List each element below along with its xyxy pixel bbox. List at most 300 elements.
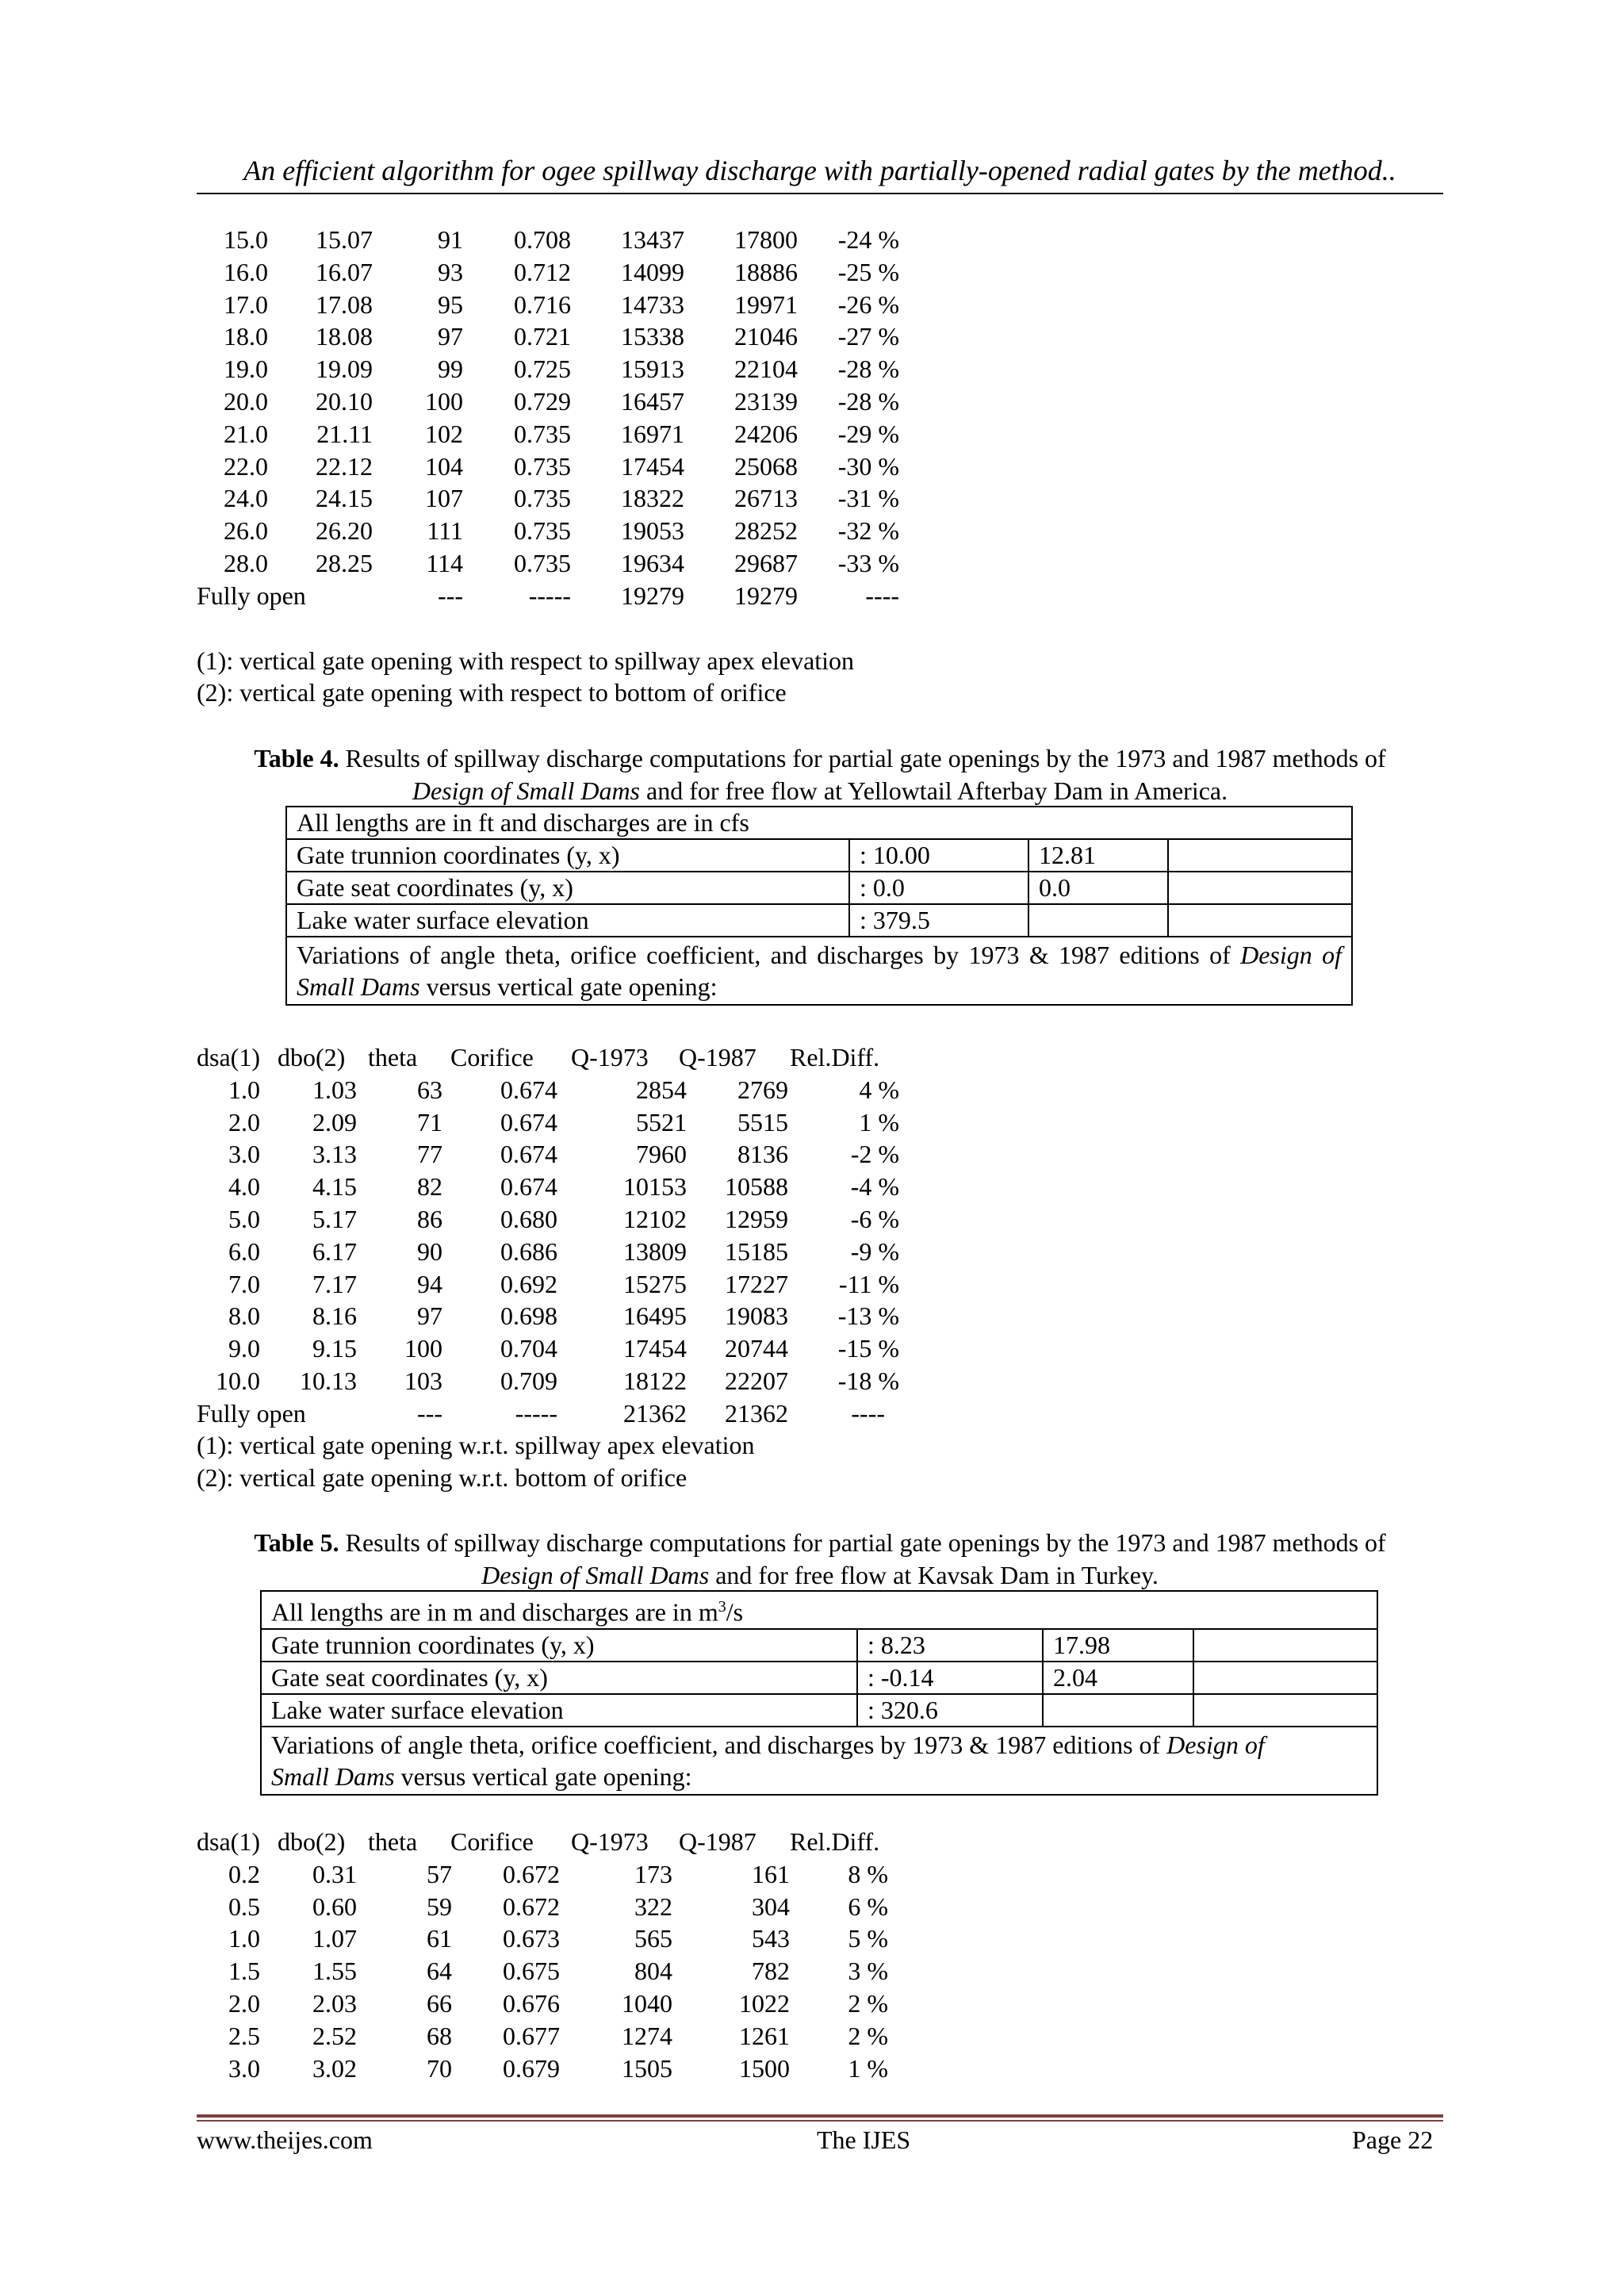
table-cell: 21046 [734, 322, 798, 351]
table-cell: 2854 [636, 1075, 687, 1104]
table5-lake-value: : 320.6 [857, 1694, 1043, 1727]
table5-seat-y: : -0.14 [857, 1662, 1043, 1694]
table-cell: 0.735 [514, 516, 571, 546]
table4-variations-italic: Design of Small Dams [297, 941, 1342, 1001]
table4-data [197, 1041, 910, 1430]
column-header: dsa(1) [197, 1827, 260, 1856]
table-cell: 59 [427, 1892, 452, 1921]
table4-lake-empty2 [1168, 904, 1352, 937]
table-cell: -13 % [837, 1301, 899, 1331]
table-cell: --- [417, 1398, 442, 1428]
table4-seat-x: 0.0 [1028, 872, 1168, 904]
table-cell: -18 % [837, 1366, 899, 1395]
table-cell: 3.0 [228, 2053, 260, 2083]
table-cell: -6 % [850, 1204, 899, 1233]
table-cell: 22.0 [224, 451, 268, 481]
table5-units-post: /s [726, 1597, 744, 1627]
table-cell: 0.2 [228, 1859, 260, 1888]
table-cell: 22207 [725, 1366, 788, 1395]
table-cell: ----- [528, 581, 571, 610]
footer-rule-thin [197, 2120, 1443, 2122]
table5-lake-label: Lake water surface elevation [261, 1694, 857, 1727]
table-row [197, 547, 910, 580]
table5-trunnion-y: : 8.23 [857, 1629, 1043, 1662]
table4-caption-text1: Results of spillway discharge computations for partial gate openings by the 1973 and 1987 methods of [339, 744, 1386, 772]
table-cell: 9.0 [228, 1334, 260, 1363]
table-row [197, 320, 910, 353]
table-cell: 114 [426, 548, 463, 577]
table-cell: ---- [851, 1398, 885, 1428]
table-cell: --- [438, 581, 463, 610]
table5-units-pre: All lengths are in m and discharges are in m [271, 1597, 718, 1627]
table-cell: 0.672 [503, 1859, 560, 1888]
table-cell: 1.0 [228, 1075, 260, 1104]
table-cell: 322 [634, 1892, 672, 1921]
table5-trunnion-label: Gate trunnion coordinates (y, x) [261, 1629, 857, 1662]
table-cell: 97 [417, 1301, 442, 1331]
table4-caption-label: Table 4. [254, 744, 339, 772]
table-cell: 61 [427, 1924, 452, 1953]
table-cell: 82 [417, 1172, 442, 1202]
table-cell: 22104 [734, 355, 798, 384]
table-cell: 18.08 [316, 322, 373, 351]
table-cell: 16971 [621, 419, 684, 448]
table-cell: 19.0 [224, 355, 268, 384]
table-cell: 19.09 [316, 355, 373, 384]
table-cell: 0.677 [503, 2021, 560, 2050]
table5-caption-label: Table 5. [254, 1528, 339, 1557]
table-row [197, 1236, 910, 1268]
table-cell: 0.680 [500, 1204, 557, 1233]
table-cell: 0.735 [514, 548, 571, 577]
table4-caption [197, 742, 1443, 807]
table-cell: 13437 [621, 225, 684, 254]
table-cell: 4 % [859, 1075, 899, 1104]
table-row [197, 1300, 910, 1332]
table-row [197, 2053, 910, 2085]
table-cell: 0.60 [312, 1892, 357, 1921]
table-cell: 15275 [623, 1269, 687, 1298]
table-cell: 5.17 [312, 1204, 357, 1233]
column-header-row [197, 1041, 910, 1074]
table-cell: 97 [438, 322, 463, 351]
table-cell: 1500 [739, 2053, 790, 2083]
table-cell: 24.15 [316, 484, 373, 513]
table-cell: 23139 [734, 386, 798, 416]
table-row [197, 1074, 910, 1106]
table5-variations-text1: Variations of angle theta, orifice coefficient, and discharges by 1973 & 1987 editions of [271, 1730, 1167, 1759]
column-header: Rel.Diff. [790, 1827, 880, 1856]
table-cell: 0.31 [312, 1859, 357, 1888]
footer-journal: The IJES [817, 2125, 911, 2154]
column-header: Q-1973 [571, 1043, 649, 1071]
table4-variations-text2: versus vertical gate opening: [419, 972, 718, 1001]
table-cell: 10153 [623, 1172, 687, 1202]
table4-note-1: (1): vertical gate opening w.r.t. spillway apex elevation [197, 1431, 755, 1459]
table-cell: 5515 [737, 1107, 788, 1137]
table-cell: 6 % [848, 1892, 888, 1921]
table-cell: 20744 [725, 1334, 788, 1363]
table-cell: 1505 [622, 2053, 672, 2083]
column-header: Q-1987 [679, 1827, 756, 1856]
fully-open-row [197, 1397, 910, 1430]
table-cell: 25068 [734, 451, 798, 481]
table4-note-2: (2): vertical gate opening w.r.t. bottom of orifice [197, 1463, 688, 1492]
table-cell: -30 % [837, 451, 899, 481]
table5-units [261, 1591, 1377, 1629]
table-cell: -11 % [838, 1269, 899, 1298]
table-cell: -4 % [850, 1172, 899, 1202]
table-cell: 28.0 [224, 548, 268, 577]
table-cell: 0.686 [500, 1236, 557, 1266]
table-cell: 16495 [623, 1301, 687, 1331]
table-cell: 7.0 [228, 1269, 260, 1298]
table-cell: -32 % [837, 516, 899, 546]
table-cell: -15 % [837, 1334, 899, 1363]
table-cell: 0.716 [514, 289, 571, 319]
table4-trunnion-y: : 10.00 [849, 839, 1028, 872]
table5-caption-text2: and for free flow at Kavsak Dam in Turkey. [709, 1561, 1159, 1589]
table-row [197, 1171, 910, 1203]
table4-trunnion-label: Gate trunnion coordinates (y, x) [286, 839, 849, 872]
table-cell: 7960 [636, 1140, 687, 1169]
table-cell: 21.11 [316, 419, 373, 448]
table-cell: 29687 [734, 548, 798, 577]
table5-caption [197, 1527, 1443, 1592]
table5-variations [261, 1727, 1377, 1795]
table-cell: 19279 [734, 581, 798, 610]
running-header: An efficient algorithm for ogee spillway discharge with partially-opened radial gates by the method.. [243, 155, 1396, 186]
table-cell: 6.0 [228, 1236, 260, 1266]
table-cell: 7.17 [312, 1269, 357, 1298]
table-cell: 15913 [621, 355, 684, 384]
table-cell: 3.13 [312, 1140, 357, 1169]
table4-caption-italic: Design of Small Dams [412, 776, 640, 805]
table-cell: 70 [427, 2053, 452, 2083]
table-row [197, 1203, 910, 1236]
table-row [197, 224, 910, 256]
table5-lake-empty2 [1193, 1694, 1377, 1727]
table3-note-1: (1): vertical gate opening with respect to spillway apex elevation [197, 646, 855, 675]
table-cell: 0.675 [503, 1957, 560, 1986]
table5-units-sup: 3 [718, 1598, 726, 1616]
table-cell: 12102 [623, 1204, 687, 1233]
table4-variations [286, 937, 1352, 1005]
column-header: Rel.Diff. [790, 1043, 880, 1071]
table5-seat-x: 2.04 [1043, 1662, 1193, 1694]
table-cell: 15338 [621, 322, 684, 351]
table-cell: 2.09 [312, 1107, 357, 1137]
table-cell: 0.672 [503, 1892, 560, 1921]
table-row [197, 515, 910, 547]
table-cell: 9.15 [312, 1334, 357, 1363]
table4-caption-text2: and for free flow at Yellowtail Afterbay Dam in America. [640, 776, 1228, 805]
table5-variations-italic1: Design of [1166, 1730, 1265, 1759]
table4-lake-empty1 [1028, 904, 1168, 937]
table-cell: 565 [634, 1924, 672, 1953]
table-cell: 86 [417, 1204, 442, 1233]
table-cell: 0.692 [500, 1269, 557, 1298]
table-cell: 1274 [622, 2021, 672, 2050]
table-cell: 19971 [734, 289, 798, 319]
table-cell: 0.735 [514, 419, 571, 448]
table-cell: 20.10 [316, 386, 373, 416]
table-cell: 0.674 [500, 1107, 557, 1137]
table-cell: 2.52 [312, 2021, 357, 2050]
table-cell: 15.0 [224, 225, 268, 254]
table-cell: 21362 [725, 1398, 788, 1428]
table-cell: -9 % [850, 1236, 899, 1266]
table-cell: 1.07 [312, 1924, 357, 1953]
table-cell: 1.5 [228, 1957, 260, 1986]
table-row [197, 1365, 910, 1397]
table4-variations-text1: Variations of angle theta, orifice coefficient, and discharges by 1973 & 1987 editions of [297, 941, 1241, 969]
table-cell: 173 [634, 1859, 672, 1888]
fully-open-label: Fully open [197, 1398, 306, 1428]
table5-info-box [260, 1590, 1378, 1796]
table-cell: 15.07 [316, 225, 373, 254]
table-cell: ---- [865, 581, 899, 610]
table-cell: 2769 [737, 1075, 788, 1104]
table-cell: 102 [425, 419, 463, 448]
table-cell: 0.725 [514, 355, 571, 384]
column-header: dbo(2) [278, 1043, 346, 1071]
table-cell: 63 [417, 1075, 442, 1104]
table-cell: 0.674 [500, 1075, 557, 1104]
table-cell: 19083 [725, 1301, 788, 1331]
table-cell: 17454 [623, 1334, 687, 1363]
fully-open-label: Fully open [197, 581, 306, 610]
table5-lake-empty1 [1043, 1694, 1193, 1727]
table-cell: 543 [752, 1924, 790, 1953]
table4-trunnion-x: 12.81 [1028, 839, 1168, 872]
table4-lake-label: Lake water surface elevation [286, 904, 849, 937]
table-cell: 10588 [725, 1172, 788, 1202]
table-cell: 2.0 [228, 1988, 260, 2018]
table-cell: 6.17 [312, 1236, 357, 1266]
table-cell: -29 % [837, 419, 899, 448]
table-row [197, 1955, 910, 1987]
table-cell: 94 [417, 1269, 442, 1298]
table-cell: 16457 [621, 386, 684, 416]
table-cell: 93 [438, 257, 463, 286]
table3-continued-data [197, 224, 910, 612]
table-row [197, 418, 910, 450]
column-header: dsa(1) [197, 1043, 260, 1071]
header-rule [197, 193, 1443, 194]
table-cell: -2 % [850, 1140, 899, 1169]
table5-seat-label: Gate seat coordinates (y, x) [261, 1662, 857, 1694]
table-cell: 0.709 [500, 1366, 557, 1395]
table-cell: 5521 [636, 1107, 687, 1137]
table-cell: 0.673 [503, 1924, 560, 1953]
table-cell: 90 [417, 1236, 442, 1266]
table-cell: 8.0 [228, 1301, 260, 1331]
column-header: dbo(2) [278, 1827, 346, 1856]
table4-lake-value: : 379.5 [849, 904, 1028, 937]
footer-rule-thick [197, 2114, 1443, 2118]
table-cell: 15185 [725, 1236, 788, 1266]
table-cell: 1.55 [312, 1957, 357, 1986]
table-cell: 26.0 [224, 516, 268, 546]
table-cell: 5.0 [228, 1204, 260, 1233]
table-cell: -25 % [837, 257, 899, 286]
table-cell: -28 % [837, 355, 899, 384]
table-cell: 17454 [621, 451, 684, 481]
table-cell: 1261 [739, 2021, 790, 2050]
table-cell: 782 [752, 1957, 790, 1986]
table-cell: 0.712 [514, 257, 571, 286]
table-cell: 95 [438, 289, 463, 319]
table-cell: 21362 [623, 1398, 687, 1428]
table-cell: 2 % [848, 1988, 888, 2018]
table-cell: 77 [417, 1140, 442, 1169]
table5-caption-text1: Results of spillway discharge computations for partial gate openings by the 1973 and 1987 methods of [339, 1528, 1386, 1557]
table-cell: 26713 [734, 484, 798, 513]
table-cell: 0.708 [514, 225, 571, 254]
table-cell: 1.03 [312, 1075, 357, 1104]
column-header: theta [368, 1827, 418, 1856]
table-cell: -33 % [837, 548, 899, 577]
table5-trunnion-empty [1193, 1629, 1377, 1662]
table-cell: 24206 [734, 419, 798, 448]
table-cell: 0.679 [503, 2053, 560, 2083]
table-row [197, 1987, 910, 2020]
table-cell: -28 % [837, 386, 899, 416]
column-header: Corifice [450, 1827, 534, 1856]
table-row [197, 1268, 910, 1301]
table-cell: 2 % [848, 2021, 888, 2050]
table-cell: 16.0 [224, 257, 268, 286]
table-row [197, 1332, 910, 1365]
table-cell: 0.5 [228, 1892, 260, 1921]
column-header: Q-1973 [571, 1827, 649, 1856]
table4-seat-y: : 0.0 [849, 872, 1028, 904]
column-header-row [197, 1826, 910, 1858]
footer-website: www.theijes.com [197, 2125, 373, 2154]
table-cell: 99 [438, 355, 463, 384]
table-cell: 16.07 [316, 257, 373, 286]
table4-trunnion-empty [1168, 839, 1352, 872]
table-cell: 24.0 [224, 484, 268, 513]
table-cell: 804 [634, 1957, 672, 1986]
table-cell: 14099 [621, 257, 684, 286]
table-cell: 1.0 [228, 1924, 260, 1953]
table-cell: 3 % [848, 1957, 888, 1986]
table4-seat-empty [1168, 872, 1352, 904]
table-cell: 0.704 [500, 1334, 557, 1363]
table-cell: 68 [427, 2021, 452, 2050]
table5-caption-italic: Design of Small Dams [481, 1561, 710, 1589]
table-cell: ----- [515, 1398, 557, 1428]
table-cell: 100 [425, 386, 463, 416]
table-cell: -26 % [837, 289, 899, 319]
table-cell: 4.15 [312, 1172, 357, 1202]
table-cell: 19279 [621, 581, 684, 610]
table-cell: 0.674 [500, 1140, 557, 1169]
table-cell: 13809 [623, 1236, 687, 1266]
table-cell: 26.20 [316, 516, 373, 546]
table-cell: 0.676 [503, 1988, 560, 2018]
table-cell: 18.0 [224, 322, 268, 351]
table-cell: -24 % [837, 225, 899, 254]
table-cell: 71 [417, 1107, 442, 1137]
table-row [197, 385, 910, 418]
table-cell: 19634 [621, 548, 684, 577]
table-cell: 100 [404, 1334, 442, 1363]
table-cell: 3.02 [312, 2053, 357, 2083]
table-cell: 1022 [739, 1988, 790, 2018]
table-cell: 4.0 [228, 1172, 260, 1202]
table-cell: 17227 [725, 1269, 788, 1298]
table-cell: 10.13 [300, 1366, 357, 1395]
table4-info-box [285, 806, 1353, 1006]
table-cell: 17.0 [224, 289, 268, 319]
footer-page: Page 22 [1352, 2125, 1434, 2154]
table-cell: 0.729 [514, 386, 571, 416]
table-cell: 0.735 [514, 484, 571, 513]
table-cell: 22.12 [316, 451, 373, 481]
table-cell: 17800 [734, 225, 798, 254]
table5-trunnion-x: 17.98 [1043, 1629, 1193, 1662]
table-row [197, 1858, 910, 1891]
table-row [197, 2020, 910, 2053]
table-cell: 0.674 [500, 1172, 557, 1202]
table-cell: 66 [427, 1988, 452, 2018]
table-cell: 304 [752, 1892, 790, 1921]
table-cell: 3.0 [228, 1140, 260, 1169]
table5-variations-text2: versus vertical gate opening: [394, 1761, 692, 1791]
table-cell: 8136 [737, 1140, 788, 1169]
table4-units: All lengths are in ft and discharges are in cfs [286, 807, 1352, 839]
table5-seat-empty [1193, 1662, 1377, 1694]
table-cell: 161 [752, 1859, 790, 1888]
table4-seat-label: Gate seat coordinates (y, x) [286, 872, 849, 904]
column-header: theta [368, 1043, 418, 1071]
table-row [197, 1138, 910, 1171]
column-header: Corifice [450, 1043, 534, 1071]
fully-open-row [197, 580, 910, 612]
table-cell: 91 [438, 225, 463, 254]
table-row [197, 289, 910, 321]
table-cell: 19053 [621, 516, 684, 546]
table-row [197, 1106, 910, 1139]
table-cell: 0.721 [514, 322, 571, 351]
table-cell: 2.03 [312, 1988, 357, 2018]
table-cell: 28.25 [316, 548, 373, 577]
table-cell: 57 [427, 1859, 452, 1888]
table-cell: 5 % [848, 1924, 888, 1953]
table-cell: -27 % [837, 322, 899, 351]
table-cell: 21.0 [224, 419, 268, 448]
table-cell: 8.16 [312, 1301, 357, 1331]
table-row [197, 1891, 910, 1923]
table-cell: 14733 [621, 289, 684, 319]
table-cell: 18122 [623, 1366, 687, 1395]
table-cell: 1040 [622, 1988, 672, 2018]
table-cell: 20.0 [224, 386, 268, 416]
table-cell: 1 % [859, 1107, 899, 1137]
table3-note-2: (2): vertical gate opening with respect to bottom of orifice [197, 678, 787, 707]
table-row [197, 482, 910, 515]
column-header: Q-1987 [679, 1043, 756, 1071]
table-cell: 103 [404, 1366, 442, 1395]
table-cell: 2.0 [228, 1107, 260, 1137]
table-cell: 18322 [621, 484, 684, 513]
table-cell: 10.0 [216, 1366, 260, 1395]
table-cell: 0.735 [514, 451, 571, 481]
table-cell: -31 % [837, 484, 899, 513]
